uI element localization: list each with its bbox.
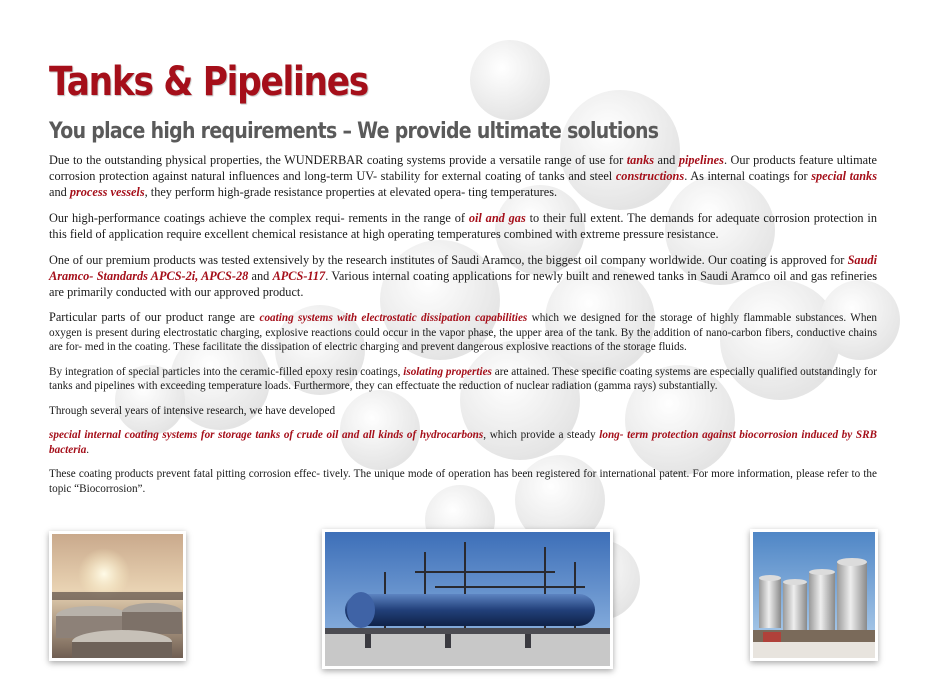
paragraph-isolating: By integration of special particles into the ceramic-filled epoxy resin coatings, isolating properties are attained. These specific coating systems are especially qualified outstandingly for tanks and pipelines with exceeding temperature loads. Furthermore, they can effectuate the reduction of nuclear radiation (gamma rays) substantially. bbox=[49, 365, 878, 392]
highlight-process-vessels: process vessels bbox=[69, 185, 145, 199]
page-subtitle: You place high requirements – We provide ultimate solutions bbox=[49, 119, 659, 144]
highlight-isolating-properties: isolating properties bbox=[403, 365, 492, 378]
highlight-constructions: constructions bbox=[615, 169, 685, 183]
paragraph-oil-gas: Our high-performance coatings achieve the complex requi- rements in the range of oil and gas to their full extent. The demands for adequate corrosion protection in this field of application require excellent chemical resistance at high operating temperatures combined with extreme pressure resistance. bbox=[49, 211, 877, 241]
highlight-internal-coating-systems: special internal coating systems for storage tanks of crude oil and all kinds of hydrocarbons bbox=[49, 429, 484, 441]
highlight-aramco-standards: Saudi Aramco- Standards APCS-2i, APCS-28 bbox=[49, 253, 877, 283]
photo-storage-tanks bbox=[750, 529, 878, 661]
highlight-biocorrosion-protection: long- term protection against biocorrosion induced by SRB bacteria bbox=[49, 429, 877, 456]
paragraph-pitting-corrosion: These coating products prevent fatal pitting corrosion effec- tively. The unique mode of operation has been registered for international patent. For more information, please refer to the topic “Biocorrosion”. bbox=[49, 468, 877, 495]
paragraph-biocorrosion-systems: special internal coating systems for storage tanks of crude oil and all kinds of hydrocarbons, which provide a steady long- term protection against biocorrosion induced by SRB bacteria. bbox=[49, 429, 877, 456]
photo-tanks-sunset bbox=[49, 531, 186, 661]
highlight-tanks: tanks bbox=[626, 153, 655, 167]
pipeline-image bbox=[325, 532, 610, 666]
paragraph-applications: Due to the outstanding physical properties, the WUNDERBAR coating systems provide a versatile range of use for tanks and pipelines. Our products feature ultimate corrosion protection against natural influences and long-term UV- stability for external coating of tanks and steel constructions. As internal coatings for special tanks and process vessels, they perform high-grade resistance properties at elevated opera- ting temperatures. bbox=[49, 153, 877, 199]
tanks-sunset-image bbox=[52, 534, 183, 658]
photo-pipeline bbox=[322, 529, 613, 669]
main-content bbox=[49, 56, 877, 506]
highlight-apcs-117: APCS-117 bbox=[272, 269, 326, 283]
paragraph-electrostatic: Particular parts of our product range are coating systems with electrostatic dissipation capabilities which we designed for the storage of highly flammable substances. When oxygen is present during electrostatic charging, explosive reactions could occur in the vapor phase, the upper area of the tank. By the addition of nano-carbon fibers, conductive chains are for- med in the coating. These facilitate the dissipation of electric charging and prevent dangerous explosive reactions of the storage fluids. bbox=[49, 310, 878, 353]
paragraph-research: Through several years of intensive research, we have developed bbox=[49, 404, 336, 417]
highlight-electrostatic: coating systems with electrostatic dissipation capabilities bbox=[259, 312, 528, 324]
storage-tanks-image bbox=[753, 532, 875, 658]
highlight-special-tanks: special tanks bbox=[811, 169, 877, 183]
highlight-oil-and-gas: oil and gas bbox=[468, 211, 526, 225]
page-title: Tanks & Pipelines bbox=[49, 59, 368, 105]
highlight-pipelines: pipelines bbox=[678, 153, 724, 167]
paragraph-saudi-aramco: One of our premium products was tested extensively by the research institutes of Saudi Aramco, the biggest oil company worldwide. Our coating is approved for Saudi Aramco- Standards APCS-2i, APCS-28 and APCS-117. Various internal coating applications for newly built and renewed tanks in Saudi Aramco oil and gas refineries are primarily conducted with our approved product. bbox=[49, 253, 878, 299]
